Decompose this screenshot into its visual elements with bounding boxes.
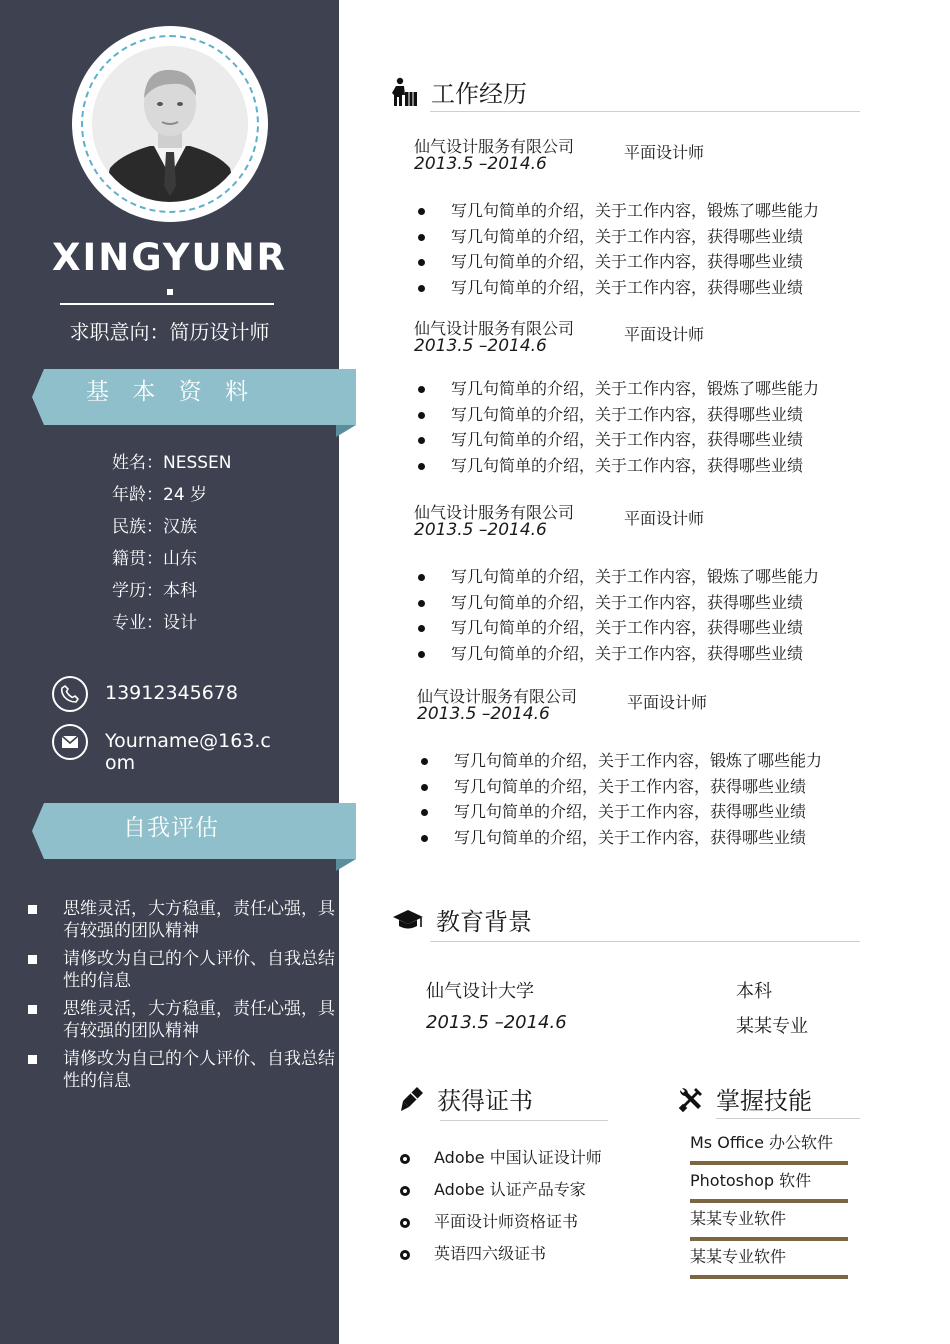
ring-bullet-icon: [400, 1154, 410, 1164]
job-date: 2013.5 –2014.6: [417, 704, 550, 724]
job-bullet-list: [414, 200, 819, 302]
job-bullet-text: 写几句简单的介绍，关于工作内容，获得哪些业绩: [451, 430, 804, 449]
bullet-icon: [418, 625, 425, 632]
list-item: [398, 1178, 602, 1210]
bullet-icon: [421, 809, 428, 816]
ring-bullet-icon: [400, 1218, 410, 1228]
list-item: [398, 1242, 602, 1274]
tools-icon: [678, 1086, 704, 1112]
certificate-label: Adobe 中国认证设计师: [434, 1148, 602, 1167]
list-item: [24, 998, 336, 1042]
job-bullet-text: 写几句简单的介绍，关于工作内容，获得哪些业绩: [454, 802, 807, 821]
skills-section-divider: [716, 1118, 860, 1119]
job-company: 仙气设计服务有限公司: [414, 319, 575, 338]
list-item: [24, 1048, 336, 1092]
certificates-section-title: 获得证书: [437, 1087, 533, 1115]
list-item: [414, 566, 819, 592]
skill-item: [690, 1207, 848, 1241]
self-evaluation-heading: 自我评估: [123, 815, 219, 841]
list-item: [414, 429, 819, 455]
job-bullet-text: 写几句简单的介绍，关于工作内容，获得哪些业绩: [451, 592, 804, 612]
name-dot-ornament: [167, 289, 173, 295]
job-bullet-text: 写几句简单的介绍，关于工作内容，获得哪些业绩: [451, 404, 804, 424]
bullet-icon: [418, 600, 425, 607]
square-bullet-icon: [28, 1055, 37, 1064]
list-item: [414, 404, 819, 430]
info-major: 专业：设计: [112, 613, 197, 633]
job-date: 2013.5 –2014.6: [414, 520, 547, 540]
job-bullet-text: 写几句简单的介绍，关于工作内容，获得哪些业绩: [451, 226, 804, 246]
skills-section-title: 掌握技能: [716, 1087, 812, 1115]
skill-label: 某某专业软件: [690, 1209, 787, 1228]
list-item: [414, 226, 819, 252]
list-item: [417, 776, 822, 802]
job-company: 仙气设计服务有限公司: [417, 687, 578, 706]
phone-icon: [52, 676, 88, 712]
education-date: 2013.5 –2014.6: [426, 1012, 567, 1033]
skill-label: Ms Office 办公软件: [690, 1133, 834, 1152]
ring-bullet-icon: [400, 1186, 410, 1196]
sidebar: [0, 0, 339, 1344]
list-item: [414, 643, 819, 669]
job-bullet-text: 写几句简单的介绍，关于工作内容，获得哪些业绩: [454, 776, 807, 796]
name-divider: [60, 303, 274, 305]
job-title: 平面设计师: [627, 693, 708, 712]
job-date: 2013.5 –2014.6: [414, 154, 547, 174]
list-item: [414, 455, 819, 481]
candidate-name: XINGYUNR: [51, 236, 288, 279]
education-section-header: [392, 902, 532, 937]
info-ethnicity: 民族：汉族: [112, 517, 197, 537]
certificate-label: Adobe 认证产品专家: [434, 1180, 586, 1199]
worker-icon: [391, 77, 419, 107]
info-name: 姓名：NESSEN: [112, 453, 232, 473]
bullet-icon: [418, 651, 425, 658]
job-bullet-text: 写几句简单的介绍，关于工作内容，获得哪些业绩: [451, 277, 804, 297]
skill-item: [690, 1245, 848, 1279]
certificate-list: [398, 1146, 602, 1274]
certificate-label: 英语四六级证书: [434, 1244, 547, 1263]
education-section-divider: [430, 941, 860, 942]
portrait-image: [92, 46, 248, 202]
job-bullet-text: 写几句简单的介绍，关于工作内容，获得哪些业绩: [451, 455, 804, 475]
list-item: [417, 827, 822, 853]
skill-label: Photoshop 软件: [690, 1171, 812, 1190]
certificate-label: 平面设计师资格证书: [434, 1212, 579, 1231]
list-item: [417, 750, 822, 776]
bullet-icon: [418, 574, 425, 581]
certificates-section-divider: [440, 1120, 608, 1121]
skill-item: [690, 1131, 848, 1165]
square-bullet-icon: [28, 1005, 37, 1014]
basic-info-heading: 基 本 资 料: [86, 379, 256, 405]
evaluation-text: 思维灵活，大方稳重，责任心强，具有较强的团队精神: [63, 899, 335, 941]
info-education: 学历：本科: [112, 581, 197, 601]
list-item: [398, 1146, 602, 1178]
list-item: [417, 801, 822, 827]
job-bullet-list: [417, 750, 822, 852]
job-date: 2013.5 –2014.6: [414, 336, 547, 356]
list-item: [24, 898, 336, 942]
job-title: 平面设计师: [624, 509, 705, 528]
evaluation-text: 思维灵活，大方稳重，责任心强，具有较强的团队精神: [63, 999, 335, 1041]
basic-info-list: [112, 452, 232, 644]
list-item: [414, 617, 819, 643]
job-company: 仙气设计服务有限公司: [414, 503, 575, 522]
bullet-icon: [418, 437, 425, 444]
job-bullet-text: 写几句简单的介绍，关于工作内容，获得哪些业绩: [451, 618, 804, 637]
bullet-icon: [418, 208, 425, 215]
bullet-icon: [418, 259, 425, 266]
envelope-icon: [52, 724, 88, 760]
square-bullet-icon: [28, 905, 37, 914]
job-title: 平面设计师: [624, 143, 705, 162]
info-hometown: 籍贯：山东: [112, 549, 197, 569]
evaluation-text: 请修改为自己的个人评价、自我总结性的信息: [63, 949, 335, 991]
degree: 本科: [736, 981, 772, 1002]
bullet-icon: [418, 285, 425, 292]
evaluation-text: 请修改为自己的个人评价、自我总结性的信息: [63, 1049, 335, 1091]
job-bullet-text: 写几句简单的介绍，关于工作内容，锻炼了哪些能力: [451, 379, 820, 398]
basic-info-ribbon: [32, 369, 356, 425]
bullet-icon: [418, 386, 425, 393]
school-name: 仙气设计大学: [426, 981, 534, 1002]
phone-number[interactable]: 13912345678: [105, 682, 238, 704]
job-bullet-text: 写几句简单的介绍，关于工作内容，锻炼了哪些能力: [454, 751, 823, 770]
job-bullet-text: 写几句简单的介绍，关于工作内容，获得哪些业绩: [451, 643, 804, 663]
bullet-icon: [418, 412, 425, 419]
list-item: [414, 200, 819, 226]
square-bullet-icon: [28, 955, 37, 964]
list-item: [24, 948, 336, 992]
work-section-header: [391, 74, 527, 109]
graduation-cap-icon: [392, 908, 424, 932]
bullet-icon: [421, 835, 428, 842]
list-item: [414, 277, 819, 303]
self-evaluation-ribbon: [32, 803, 356, 859]
contact-phone: [52, 676, 275, 712]
bullet-icon: [418, 234, 425, 241]
skill-item: [690, 1169, 848, 1203]
avatar: [92, 46, 248, 202]
contact-email: [52, 724, 275, 774]
list-item: [414, 378, 819, 404]
skills-section-header: [678, 1081, 812, 1116]
job-title: 平面设计师: [624, 325, 705, 344]
work-section-title: 工作经历: [431, 80, 527, 108]
certificates-section-header: [399, 1081, 533, 1116]
education-section-title: 教育背景: [436, 908, 532, 936]
job-bullet-text: 写几句简单的介绍，关于工作内容，锻炼了哪些能力: [451, 201, 820, 220]
major: 某某专业: [736, 1016, 808, 1037]
skill-label: 某某专业软件: [690, 1247, 787, 1266]
job-bullet-list: [414, 378, 819, 480]
list-item: [414, 251, 819, 277]
work-section-divider: [430, 111, 860, 112]
ring-bullet-icon: [400, 1250, 410, 1260]
job-bullet-text: 写几句简单的介绍，关于工作内容，锻炼了哪些能力: [451, 567, 820, 586]
job-bullet-list: [414, 566, 819, 668]
email-address[interactable]: Yourname@163.com: [105, 730, 271, 774]
pen-icon: [399, 1085, 425, 1113]
info-age: 年龄：24 岁: [112, 485, 208, 505]
job-company: 仙气设计服务有限公司: [414, 137, 575, 156]
bullet-icon: [418, 463, 425, 470]
job-objective: 求职意向：简历设计师: [69, 320, 270, 344]
self-evaluation-list: [24, 898, 336, 1098]
bullet-icon: [421, 758, 428, 765]
job-bullet-text: 写几句简单的介绍，关于工作内容，获得哪些业绩: [451, 252, 804, 271]
avatar-frame: [72, 26, 268, 222]
list-item: [414, 592, 819, 618]
bullet-icon: [421, 784, 428, 791]
job-bullet-text: 写几句简单的介绍，关于工作内容，获得哪些业绩: [454, 827, 807, 847]
list-item: [398, 1210, 602, 1242]
